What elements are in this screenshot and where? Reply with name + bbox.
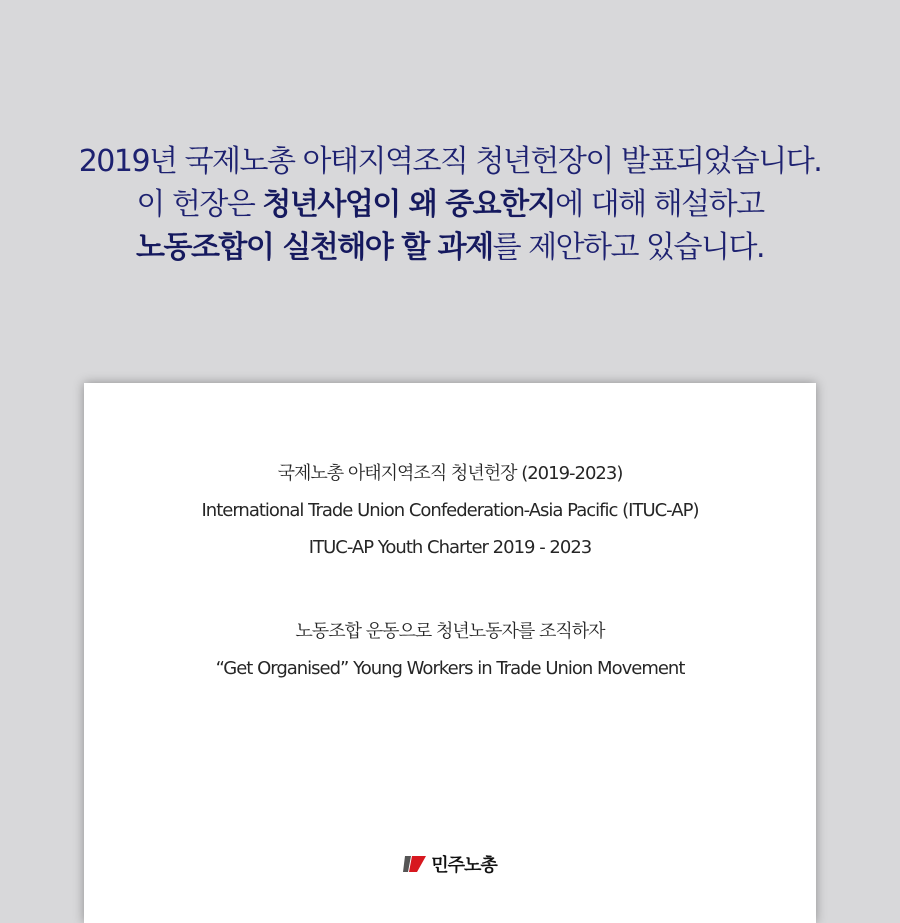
- kctu-logo: [84, 851, 816, 877]
- headline-line-3-bold: 노동조합이 실천해야 할 과제: [135, 230, 493, 265]
- document-subtitle-ko: 노동조합 운동으로 청년노동자를 조직하자: [295, 621, 605, 642]
- document-title-block: [84, 455, 816, 566]
- kctu-logo-icon: [403, 854, 427, 874]
- document-subtitle-en: “Get Organised” Young Workers in Trade Union Movement: [215, 658, 685, 679]
- document-card: [84, 383, 816, 923]
- headline-line-2-bold: 청년사업이 왜 중요한지: [262, 187, 556, 222]
- document-org-en: International Trade Union Confederation-Asia Pacific (ITUC-AP): [201, 500, 699, 521]
- headline-line-2-prefix: 이 헌장은: [136, 187, 263, 222]
- headline-line-3-suffix: 를 제안하고 있습니다.: [492, 230, 765, 265]
- kctu-logo-text: 민주노총: [431, 855, 497, 876]
- headline-line-2: [0, 183, 900, 226]
- headline-line-2-suffix: 에 대해 해설하고: [555, 187, 764, 222]
- document-title-ko: 국제노총 아태지역조직 청년헌장 (2019-2023): [277, 463, 623, 484]
- document-title-en: ITUC-AP Youth Charter 2019 - 2023: [308, 537, 592, 558]
- document-subtitle-block: [84, 613, 816, 687]
- headline: [0, 140, 900, 269]
- headline-line-3: [0, 226, 900, 269]
- headline-line-1: 2019년 국제노총 아태지역조직 청년헌장이 발표되었습니다.: [78, 144, 822, 179]
